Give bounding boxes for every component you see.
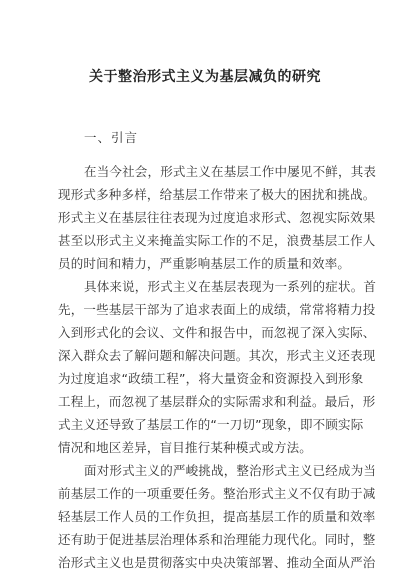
paragraph-line: 现形式多种多样，给基层工作带来了极大的困扰和挑战。 [58, 187, 376, 202]
section-heading: 一、引言 [84, 130, 139, 145]
paragraph-line: 入到形式化的会议、文件和报告中，而忽视了深入实际、 [58, 325, 376, 340]
paragraph-line: 前基层工作的一项重要任务。整治形式主义不仅有助于减 [58, 486, 376, 501]
paragraph-line: 还有助于促进基层治理体系和治理能力现代化。同时，整 [58, 532, 376, 547]
paragraph-line: 面对形式主义的严峻挑战，整治形式主义已经成为当 [84, 463, 377, 478]
paragraph-line: 深入群众去了解问题和解决问题。其次，形式主义还表现 [58, 348, 376, 363]
paragraph-line: 工程上，而忽视了基层群众的实际需求和利益。最后，形 [58, 394, 376, 409]
document-title: 关于整治形式主义为基层减负的研究 [89, 69, 321, 85]
paragraph-line: 先，一些基层干部为了追求表面上的成绩，常常将精力投 [58, 302, 376, 317]
paragraph-line: 式主义还导致了基层工作的“一刀切”现象，即不顾实际 [58, 417, 364, 432]
paragraph-line: 治形式主义也是贯彻落实中央决策部署、推动全面从严治 [58, 555, 376, 570]
paragraph-line: 为过度追求“政绩工程”，将大量资金和资源投入到形象 [58, 371, 364, 386]
paragraph-line: 甚至以形式主义来掩盖实际工作的不足，浪费基层工作人 [58, 233, 376, 248]
paragraph-line: 轻基层工作人员的工作负担，提高基层工作的质量和效率 [58, 509, 376, 524]
paragraph-line: 形式主义在基层往往表现为过度追求形式、忽视实际效果 [58, 210, 376, 225]
paragraph-line: 在当今社会，形式主义在基层工作中屡见不鲜，其表 [84, 164, 377, 179]
paragraph-line: 情况和地区差异，盲目推行某种模式或方法。 [58, 440, 313, 455]
paragraph-line: 具体来说，形式主义在基层表现为一系列的症状。首 [84, 279, 377, 294]
paragraph-line: 员的时间和精力，严重影响基层工作的质量和效率。 [58, 256, 351, 271]
